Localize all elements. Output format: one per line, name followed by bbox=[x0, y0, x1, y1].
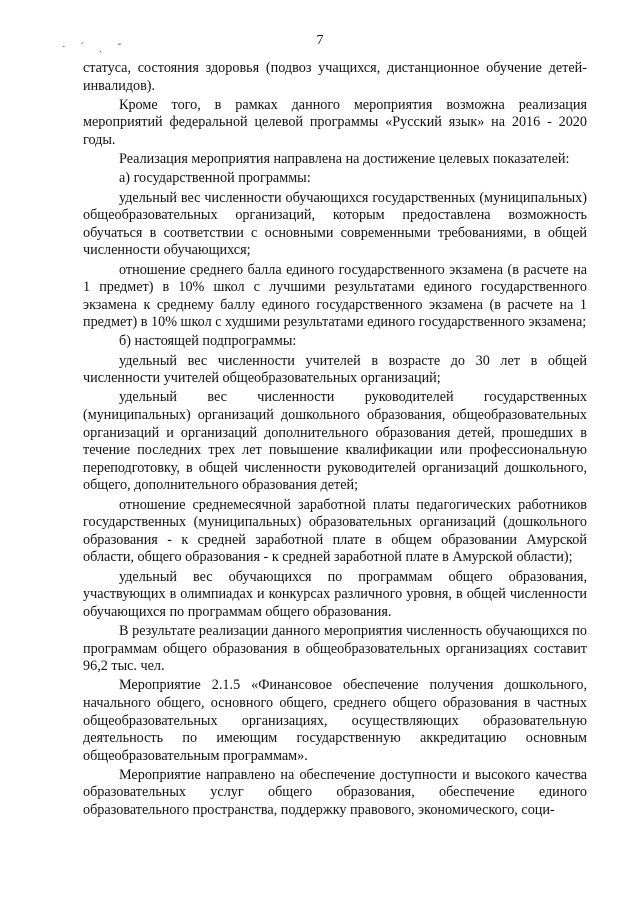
list-heading-state-program: а) государственной программы: bbox=[119, 170, 311, 187]
indicator-modern-requirements: удельный вес численности обучающихся государственных (муниципальных) общеобразовательных организаций, которым предоставлена возможность обучаться в соответствии с основными современными требованиями, в общей численности обучающихся; bbox=[83, 189, 587, 259]
indicator-exam-score-ratio: отношение среднего балла единого государственного экзамена (в расчете на 1 предмет) в 10% школ с лучшими результатами единого государственного экзамена к среднему баллу единого государственного экзамена (в расчете на 1 предмет) в 10% школ с худшими результатами единого государственного экзамена; bbox=[83, 261, 587, 331]
paragraph-measure-purpose: Мероприятие направлено на обеспечение доступности и высокого качества образовательных услуг общего образования, обеспечение единого образовательного пространства, поддержку правового, экономического, соци- bbox=[83, 766, 587, 819]
list-heading-subprogram: б) настоящей подпрограммы: bbox=[119, 333, 297, 350]
indicator-young-teachers: удельный вес численности учителей в возрасте до 30 лет в общей численности учителей общеобразовательных организаций; bbox=[83, 352, 587, 387]
paragraph-targets-intro: Реализация мероприятия направлена на достижение целевых показателей: bbox=[119, 151, 570, 168]
indicator-salary-ratio: отношение среднемесячной заработной платы педагогических работников государственных (муниципальных) образовательных организаций (дошкольного образования - к средней заработной плате в общем образовании Амурской области, общего образования - к средней заработной плате в Амурской области); bbox=[83, 496, 587, 566]
paragraph-measure-2-1-5: Мероприятие 2.1.5 «Финансовое обеспечение получения дошкольного, начального общего, основного общего, среднего общего образования в частных общеобразовательных организациях, осуществляющих образовательную деятельность по имеющим государственную аккредитацию основным общеобразовательным программам». bbox=[83, 677, 587, 764]
paragraph-result: В результате реализации данного мероприятия численность обучающихся по программам общего образования в общеобразовательных организациях составит 96,2 тыс. чел. bbox=[83, 622, 587, 675]
indicator-olympiad-participation: удельный вес обучающихся по программам общего образования, участвующих в олимпиадах и конкурсах различного уровня, в общей численности обучающихся по программам общего образования. bbox=[83, 568, 587, 620]
scan-artifact-marks: · ˊ ˎ ᐨ bbox=[62, 41, 128, 53]
paragraph-continuation: статуса, состояния здоровья (подвоз учащихся, дистанционное обучение детей-инвалидов). bbox=[83, 60, 587, 94]
paragraph-russian-language-program: Кроме того, в рамках данного мероприятия возможна реализация мероприятий федеральной целевой программы «Русский язык» на 2016 - 2020 годы. bbox=[83, 96, 587, 148]
document-body bbox=[83, 60, 587, 821]
indicator-managers-training: удельный вес численности руководителей государственных (муниципальных) организаций дошкольного образования, общеобразовательных организаций и организаций дополнительного образования детей, прошедших в течение последних трех лет повышение квалификации или профессиональную переподготовку, в общей численности руководителей организаций дошкольного, общего, дополнительного образования детей; bbox=[83, 389, 587, 494]
page-number: 7 bbox=[316, 33, 324, 48]
